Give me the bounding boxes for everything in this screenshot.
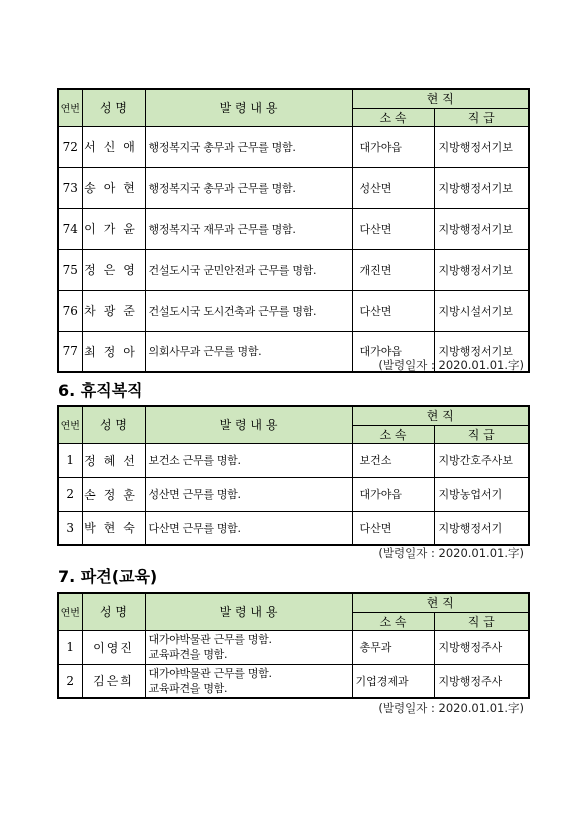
row-affiliation: 대가야읍: [352, 477, 434, 511]
row-no: 1: [58, 630, 82, 664]
row-affiliation: 대가야읍: [352, 331, 434, 372]
table-row: [58, 511, 529, 545]
table-row: [58, 290, 529, 331]
row-grade: 지방행정서기보: [434, 208, 529, 249]
table-row: [58, 630, 529, 664]
row-grade: 지방농업서기: [434, 477, 529, 511]
row-no: 76: [58, 290, 82, 331]
row-no: 2: [58, 477, 82, 511]
row-affiliation: 보건소: [352, 443, 434, 477]
header-current: 현 직: [352, 89, 529, 108]
row-no: 77: [58, 331, 82, 372]
row-name: 최정아: [82, 331, 145, 372]
header-affiliation: 소 속: [352, 612, 434, 630]
row-no: 74: [58, 208, 82, 249]
row-content: 건설도시국 도시건축과 근무를 명함.: [145, 290, 352, 331]
row-affiliation: 다산면: [352, 511, 434, 545]
header-grade: 직 급: [434, 612, 529, 630]
appointment-date: (발령일자 : 2020.01.01.字): [378, 358, 524, 372]
section-title-leave-return: 6. 휴직복직: [58, 381, 143, 400]
row-name: 손정훈: [82, 477, 145, 511]
header-name: 성 명: [82, 406, 145, 443]
table-row: [58, 126, 529, 167]
appointment-table-6: [57, 405, 530, 546]
row-no: 1: [58, 443, 82, 477]
header-grade: 직 급: [434, 425, 529, 443]
row-name: 이가윤: [82, 208, 145, 249]
row-name: 김은희: [82, 664, 145, 698]
row-content: 성산면 근무를 명함.: [145, 477, 352, 511]
header-affiliation: 소 속: [352, 108, 434, 126]
row-content: [145, 664, 352, 698]
appointment-date: (발령일자 : 2020.01.01.字): [378, 546, 524, 560]
row-content: [145, 630, 352, 664]
row-content: 의회사무과 근무를 명함.: [145, 331, 352, 372]
row-grade: 지방행정서기보: [434, 167, 529, 208]
row-name: 정혜선: [82, 443, 145, 477]
row-affiliation: 다산면: [352, 208, 434, 249]
row-grade: 지방행정서기보: [434, 126, 529, 167]
row-content: 행정복지국 재무과 근무를 명함.: [145, 208, 352, 249]
row-content-line2: 교육파견을 명함.: [148, 648, 228, 661]
row-affiliation: 개진면: [352, 249, 434, 290]
row-affiliation: 총무과: [352, 630, 434, 664]
table-row: [58, 208, 529, 249]
row-name: 정은영: [82, 249, 145, 290]
row-name: 이영진: [82, 630, 145, 664]
row-affiliation: 기업경제과: [352, 664, 434, 698]
row-affiliation: 성산면: [352, 167, 434, 208]
header-name: 성 명: [82, 89, 145, 126]
header-grade: 직 급: [434, 108, 529, 126]
header-no: 연번: [58, 89, 82, 126]
row-no: 72: [58, 126, 82, 167]
header-affiliation: 소 속: [352, 425, 434, 443]
header-content: 발 령 내 용: [145, 406, 352, 443]
row-name: 차광준: [82, 290, 145, 331]
row-grade: 지방시설서기보: [434, 290, 529, 331]
row-affiliation: 대가야읍: [352, 126, 434, 167]
row-grade: 지방행정서기보: [434, 249, 529, 290]
table-row: [58, 167, 529, 208]
appointment-table-1: [57, 88, 530, 373]
row-content: 건설도시국 군민안전과 근무를 명함.: [145, 249, 352, 290]
row-no: 75: [58, 249, 82, 290]
row-content-line1: 대가야박물관 근무를 명함.: [148, 633, 272, 646]
header-current: 현 직: [352, 593, 529, 612]
row-content: 보건소 근무를 명함.: [145, 443, 352, 477]
row-grade: 지방간호주사보: [434, 443, 529, 477]
row-content: 다산면 근무를 명함.: [145, 511, 352, 545]
header-current: 현 직: [352, 406, 529, 425]
header-no: 연번: [58, 593, 82, 630]
row-no: 3: [58, 511, 82, 545]
table-row: [58, 443, 529, 477]
header-name: 성 명: [82, 593, 145, 630]
table-row: [58, 249, 529, 290]
row-no: 2: [58, 664, 82, 698]
row-content: 행정복지국 총무과 근무를 명함.: [145, 167, 352, 208]
header-content: 발 령 내 용: [145, 89, 352, 126]
row-content-line2: 교육파견을 명함.: [148, 681, 228, 695]
row-grade: 지방행정주사: [434, 630, 529, 664]
table-row: [58, 664, 529, 698]
row-content: 행정복지국 총무과 근무를 명함.: [145, 126, 352, 167]
row-name: 서신애: [82, 126, 145, 167]
row-name: 박현숙: [82, 511, 145, 545]
row-grade: 지방행정주사: [434, 664, 529, 698]
row-grade: 지방행정서기: [434, 511, 529, 545]
row-content-line1: 대가야박물관 근무를 명함.: [148, 666, 272, 680]
row-affiliation: 다산면: [352, 290, 434, 331]
row-no: 73: [58, 167, 82, 208]
section-title-dispatch-education: 7. 파견(교육): [58, 567, 158, 586]
table-row: [58, 477, 529, 511]
appointment-table-7: [57, 592, 530, 699]
appointment-date: (발령일자 : 2020.01.01.字): [378, 701, 524, 715]
row-name: 송아현: [82, 167, 145, 208]
header-no: 연번: [58, 406, 82, 443]
header-content: 발 령 내 용: [145, 593, 352, 630]
row-grade: 지방행정서기보: [434, 331, 529, 372]
